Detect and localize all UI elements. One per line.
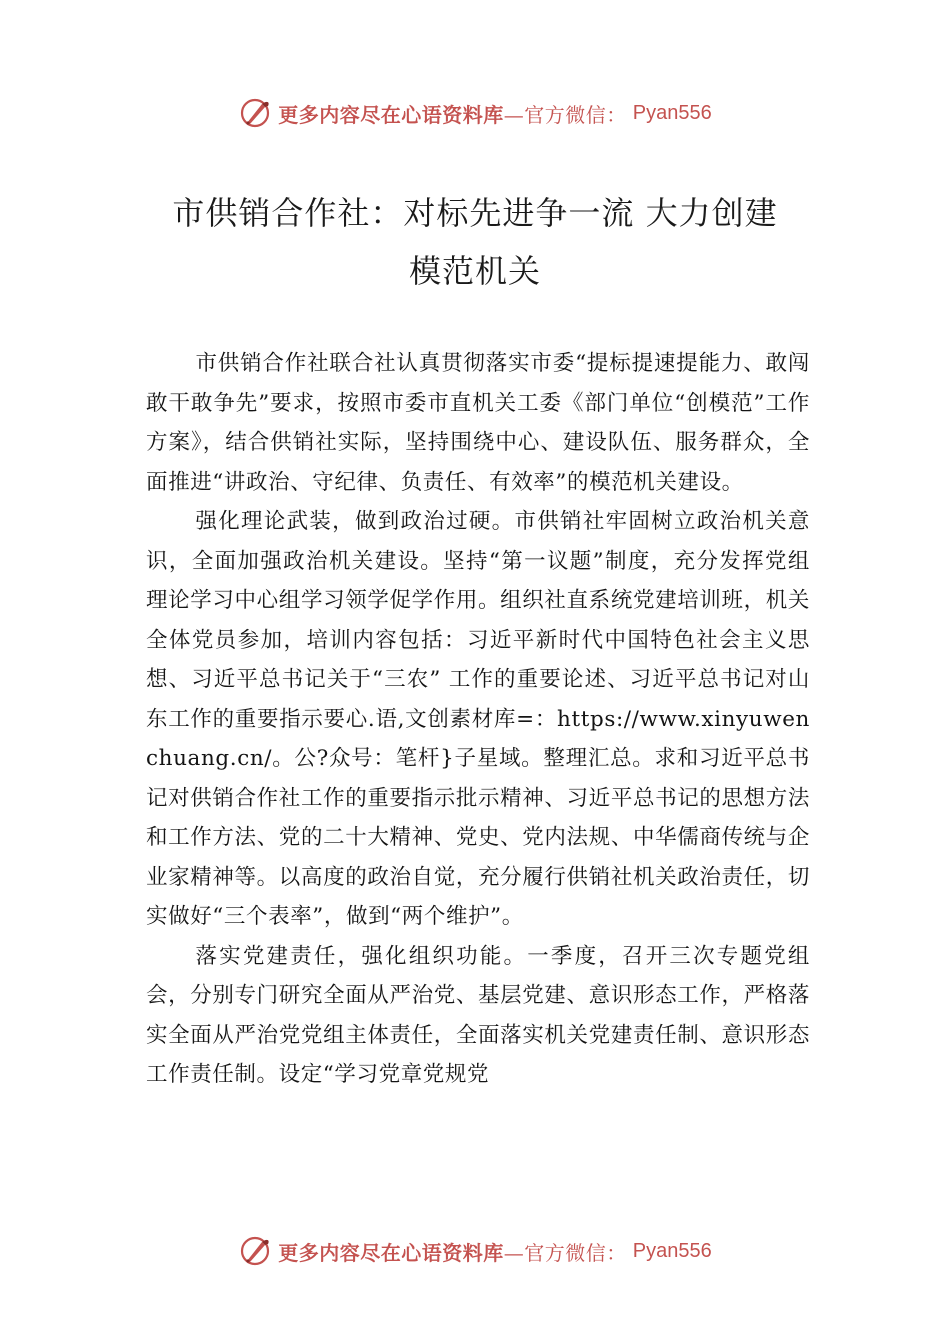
watermark-text bbox=[278, 1237, 627, 1266]
watermark-footer bbox=[0, 1234, 950, 1268]
document-body bbox=[146, 344, 810, 1095]
watermark-separator: — bbox=[503, 1240, 525, 1265]
watermark-wechat-id: Pyan556 bbox=[632, 101, 712, 124]
watermark-separator: — bbox=[503, 102, 525, 127]
title-line-1: 市供销合作社：对标先进争一流 大力创建 bbox=[172, 194, 778, 232]
paragraph-party-building: 落实党建责任，强化组织功能。一季度，召开三次专题党组会，分别专门研究全面从严治党、基层党建、意识形态工作，严格落实全面从严治党党组主体责任，全面落实机关党建责任制、意识形态工作责任制。设定“学习党章党规党 bbox=[146, 943, 810, 1087]
watermark-wechat-id: Pyan556 bbox=[632, 1239, 712, 1262]
document-title bbox=[140, 184, 810, 300]
paragraph-intro: 市供销合作社联合社认真贯彻落实市委“提标提速提能力、敢闯敢干敢争先”要求，按照市委市直机关工委《部门单位“创模范”工作方案》，结合供销社实际，坚持围绕中心、建设队伍、服务群众，全面推进“讲政治、守纪律、负责任、有效率”的模范机关建设。 bbox=[146, 351, 810, 495]
watermark-header bbox=[0, 96, 950, 130]
quill-pen-logo-icon bbox=[238, 96, 272, 130]
watermark-brand: 更多内容尽在心语资料库 bbox=[278, 102, 504, 127]
watermark-brand: 更多内容尽在心语资料库 bbox=[278, 1240, 504, 1265]
title-line-2: 模范机关 bbox=[408, 252, 541, 290]
paragraph-theory: 强化理论武装，做到政治过硬。市供销社牢固树立政治机关意识，全面加强政治机关建设。坚持“第一议题”制度，充分发挥党组理论学习中心组学习领学促学作用。组织社直系统党建培训班，机关全体党员参加，培训内容包括：习近平新时代中国特色社会主义思想、习近平总书记关于“三农” 工作的重要论述、习近平总书记对山东工作的重要指示要心.语,文创素材库=：https://www.xinyuwenchuang.cn/。公?众号：笔杆}子星域。整理汇总。求和习近平总书记对供销合作社工作的重要指示批示精神、习近平总书记的思想方法和工作方法、党的二十大精神、党史、党内法规、中华儒商传统与企业家精神等。以高度的政治自觉，充分履行供销社机关政治责任，切实做好“三个表率”，做到“两个维护”。 bbox=[146, 509, 810, 929]
watermark-official-label: 官方微信： bbox=[524, 102, 627, 127]
watermark-text bbox=[278, 99, 627, 128]
watermark-official-label: 官方微信： bbox=[524, 1240, 627, 1265]
quill-pen-logo-icon bbox=[238, 1234, 272, 1268]
